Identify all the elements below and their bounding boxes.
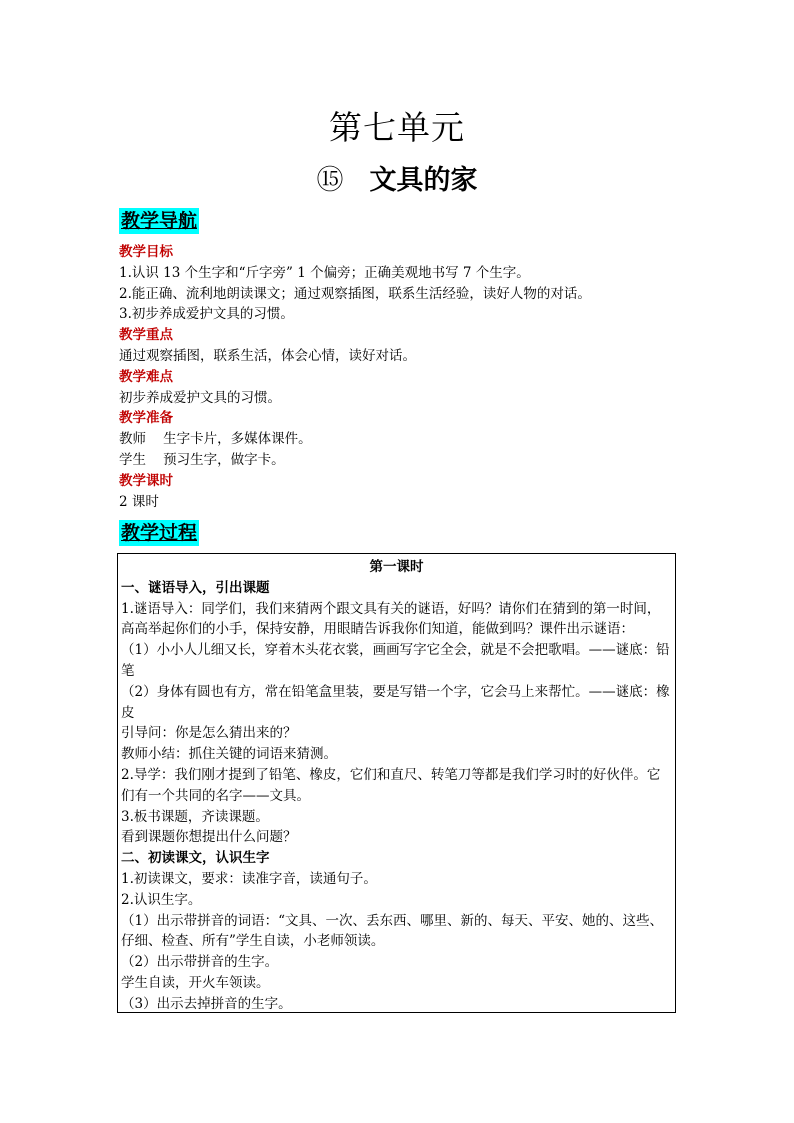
period-heading: 第一课时: [369, 559, 424, 575]
class-hours-text: 2 课时: [119, 493, 159, 510]
goals-heading: 教学目标: [119, 244, 173, 260]
lesson-title: [0, 164, 794, 198]
goal-item: 2.能正确、流利地朗读课文；通过观察插图，联系生活经验，读好人物的对话。: [119, 285, 591, 302]
process-paragraph: 1.谜语导入：同学们，我们来猜两个跟文具有关的谜语，好吗？请你们在猜到的第一时间，高高举起你们的小手，保持安静，用眼睛告诉我你们知道，能做到吗？课件出示谜语：: [121, 600, 661, 638]
process-paragraph: （2）出示带拼音的生字。: [121, 954, 279, 971]
lesson-title-text: 文具的家: [369, 165, 478, 196]
preparation-item: 学生 预习生字，做字卡。: [119, 451, 285, 468]
process-paragraph: （1）出示带拼音的词语：“文具、一次、丢东西、哪里、新的、每天、平安、她的、这些、仔细、检查、所有”学生自读，小老师领读。: [121, 912, 663, 950]
section-heading: 二、初读课文，认识生字: [121, 850, 270, 867]
preparation-item: 教师 生字卡片，多媒体课件。: [119, 431, 312, 448]
section-heading: 一、谜语导入，引出课题: [121, 579, 270, 596]
process-paragraph: 教师小结：抓住关键的词语来猜测。: [121, 746, 337, 763]
teaching-process-table: [117, 553, 676, 1013]
lesson-number: ⑮: [316, 165, 344, 196]
process-paragraph: 看到课题你想提出什么问题？: [121, 829, 297, 846]
difficulty-heading: 教学难点: [119, 368, 173, 385]
difficulty-text: 初步养成爱护文具的习惯。: [119, 389, 281, 406]
process-content: [121, 578, 672, 1013]
teaching-navigation: [119, 242, 679, 512]
page-title: 第七单元: [329, 108, 465, 147]
key-points-text: 通过观察插图，联系生活，体会心情，读好对话。: [119, 347, 416, 364]
process-paragraph: 3.板书课题，齐读课题。: [121, 808, 269, 825]
process-paragraph: 2.认识生字。: [121, 891, 202, 908]
process-paragraph: （2）身体有圆也有方，常在铅笔盒里装，要是写错一个字，它会马上来帮忙。——谜底：橡皮: [121, 683, 670, 721]
preparation-heading: 教学准备: [119, 410, 173, 427]
section-tag-navigation: 教学导航: [121, 210, 198, 232]
process-paragraph: 2.导学：我们刚才提到了铅笔、橡皮，它们和直尺、转笔刀等都是我们学习时的好伙伴。它们有一个共同的名字——文具。: [121, 766, 661, 804]
process-paragraph: 1.初读课文，要求：读准字音，读通句子。: [121, 870, 377, 887]
process-paragraph: （3）出示去掉拼音的生字。: [121, 995, 292, 1012]
goal-item: 3.初步养成爱护文具的习惯。: [119, 306, 294, 323]
class-hours-heading: 教学课时: [119, 472, 173, 489]
process-paragraph: （1）小小人儿细又长，穿着木头花衣裳，画画写字它全会，就是不会把歌唱。——谜底：铅笔: [121, 642, 670, 679]
goal-item: 1.认识 13 个生字和“斤字旁” 1 个偏旁；正确美观地书写 7 个生字。: [119, 264, 530, 281]
process-paragraph: 学生自读，开火车领读。: [121, 974, 270, 991]
section-tag-process: 教学过程: [121, 522, 198, 544]
key-points-heading: 教学重点: [119, 327, 173, 344]
process-paragraph: 引导问：你是怎么猜出来的？: [121, 725, 297, 742]
